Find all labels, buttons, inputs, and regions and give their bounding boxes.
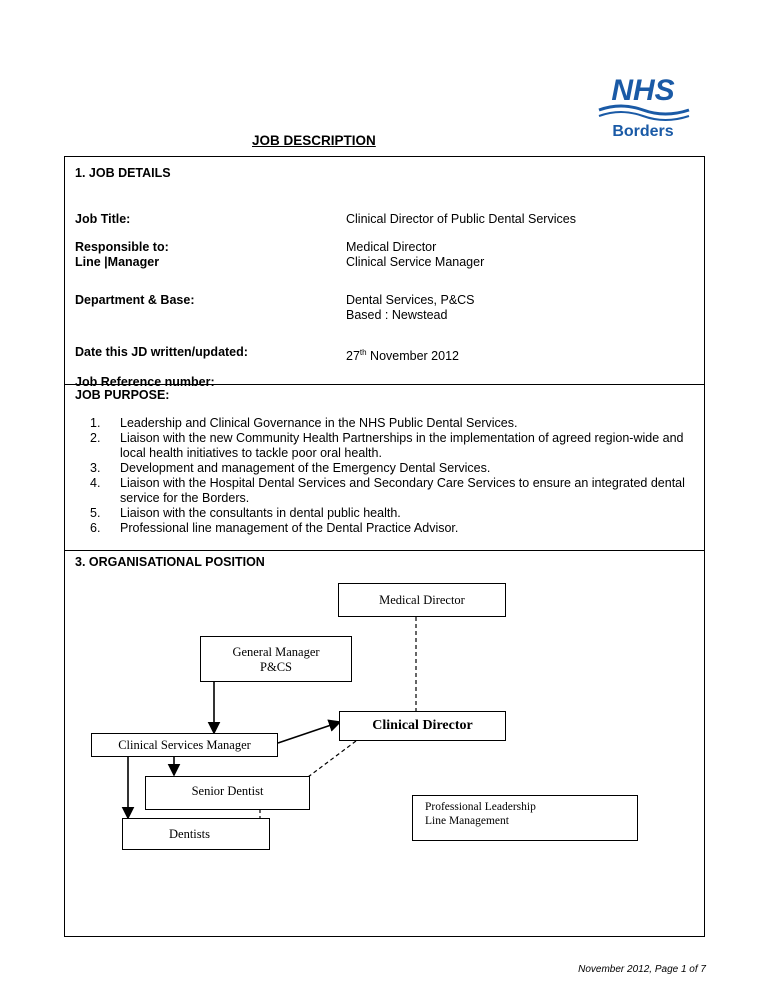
box-general-manager — [200, 636, 352, 682]
general-manager-line2: P&CS — [260, 660, 292, 674]
job-title-value: Clinical Director of Public Dental Services — [346, 212, 576, 226]
connector-clinical-to-senior — [308, 741, 356, 777]
list-item: 3. Development and management of the Emergency Dental Services. — [90, 461, 491, 475]
date-rest: November 2012 — [366, 349, 459, 364]
department-value: Dental Services, P&CS — [346, 293, 475, 307]
list-item: 2. Liaison with the new Community Health Partnerships in the implementation of agreed region-wide and local health initiatives to tackle poor oral health. — [90, 431, 684, 460]
job-reference-label: Job Reference number: — [75, 375, 215, 389]
responsible-to-label: Responsible to: — [75, 240, 169, 254]
department-label: Department & Base: — [75, 293, 195, 307]
legend-line-management: Line Management — [425, 815, 509, 827]
org-position-heading: 3. ORGANISATIONAL POSITION — [75, 555, 265, 569]
list-item: 6. Professional line management of the Dental Practice Advisor. — [90, 521, 459, 535]
job-details-heading: 1. JOB DETAILS — [75, 166, 171, 180]
legend-professional-leadership: Professional Leadership — [425, 801, 536, 813]
date-day: 27 — [346, 349, 360, 364]
box-clinical-services-manager: Clinical Services Manager — [91, 733, 278, 757]
base-value: Based : Newstead — [346, 308, 448, 322]
general-manager-line1: General Manager — [232, 645, 320, 659]
responsible-to-value: Medical Director — [346, 240, 437, 254]
connector-csm-to-clinical — [278, 722, 340, 743]
job-title-label: Job Title: — [75, 212, 131, 226]
document-title: JOB DESCRIPTION — [252, 133, 376, 148]
box-senior-dentist: Senior Dentist — [145, 776, 310, 810]
page-footer: November 2012, Page 1 of 7 — [578, 964, 706, 975]
date-label: Date this JD written/updated: — [75, 345, 248, 359]
logo-nhs-text: NHS — [611, 74, 675, 107]
job-purpose-heading: JOB PURPOSE: — [75, 388, 170, 402]
box-clinical-director: Clinical Director — [339, 711, 506, 741]
line-manager-value: Clinical Service Manager — [346, 255, 485, 269]
list-item: 1. Leadership and Clinical Governance in the NHS Public Dental Services. — [90, 416, 518, 430]
list-item: 5. Liaison with the consultants in dental public health. — [90, 506, 401, 520]
box-dentists: Dentists — [122, 818, 270, 850]
logo-borders-text: Borders — [612, 123, 674, 140]
box-medical-director: Medical Director — [338, 583, 506, 617]
list-item: 4. Liaison with the Hospital Dental Services and Secondary Care Services to ensure an integrated dental service for the Borders. — [90, 476, 685, 505]
line-manager-label: Line |Manager — [75, 255, 160, 269]
org-chart-legend — [412, 795, 638, 841]
date-suffix: th — [359, 348, 367, 357]
